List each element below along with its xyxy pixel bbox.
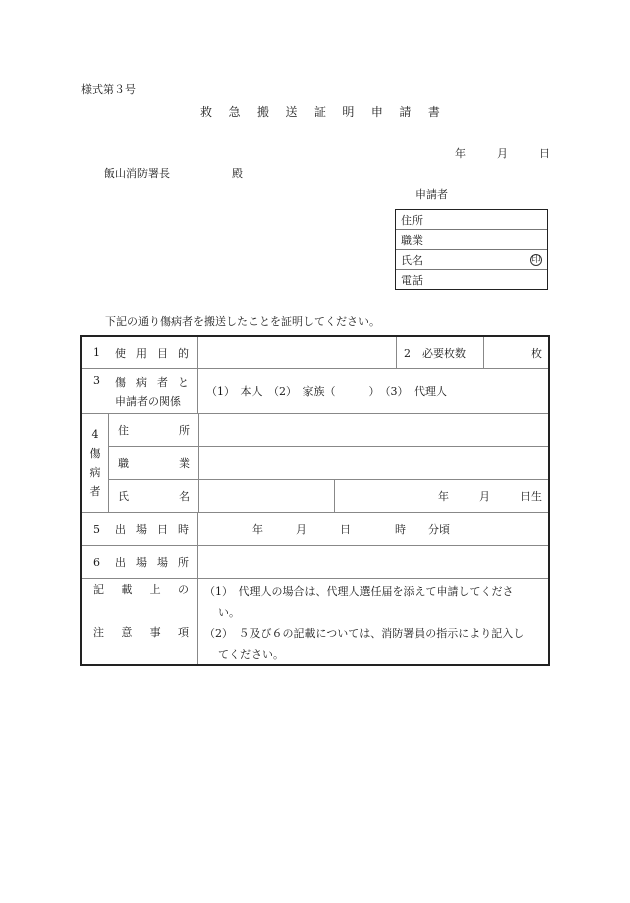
label-line2: 申請者の関係 <box>115 394 181 408</box>
row-dispatch-location <box>82 546 548 579</box>
copies-label: 2 必要枚数 <box>397 337 484 368</box>
dispatch-location-input[interactable] <box>198 546 548 578</box>
note-item-2-cont: てください。 <box>218 648 284 661</box>
title-char: 明 <box>342 105 355 119</box>
applicant-address-label: 住所 <box>401 213 423 227</box>
label-char: 日 <box>157 523 168 536</box>
patient-side-label <box>82 414 109 512</box>
label-char: 者 <box>89 485 101 498</box>
dispatch-location-label <box>82 546 198 578</box>
label-char: 時 <box>178 523 189 536</box>
label-char: 上 <box>149 583 161 596</box>
dispatch-datetime-input[interactable]: 年 月 日 時 分頃 <box>252 523 450 536</box>
certificate-table <box>80 335 550 666</box>
applicant-address-field[interactable] <box>396 210 547 230</box>
label-char: 職 <box>118 457 129 470</box>
applicant-phone-label: 電話 <box>401 273 423 287</box>
label-char: 出 <box>115 556 126 569</box>
applicant-label: 申請者 <box>415 188 448 201</box>
form-number: 様式第３号 <box>81 83 136 96</box>
relationship-label <box>82 369 198 413</box>
patient-name-label <box>109 480 199 512</box>
label-char: 的 <box>178 346 189 360</box>
year-label: 年 <box>455 147 466 160</box>
applicant-occupation-label: 職業 <box>401 233 423 247</box>
row-number: 5 <box>93 522 100 536</box>
label-char: 使 <box>115 346 126 360</box>
title-char: 証 <box>313 105 326 119</box>
row-notes <box>82 579 548 664</box>
patient-occupation-row <box>109 447 548 480</box>
seal-icon: 印 <box>531 254 541 265</box>
label-char: の <box>177 583 189 596</box>
birth-month-label: 月 <box>479 490 490 503</box>
addressee: 飯山消防署長 <box>104 167 170 180</box>
applicant-occupation-field[interactable] <box>396 230 547 250</box>
patient-birthdate-input[interactable] <box>335 480 548 512</box>
row-number: 4 <box>91 428 99 441</box>
intro-text: 下記の通り傷病者を搬送したことを証明してください。 <box>105 315 380 328</box>
applicant-name-label: 氏名 <box>401 253 423 267</box>
title-char: 書 <box>427 105 440 119</box>
label-char: 用 <box>136 346 147 360</box>
label-char: 場 <box>136 523 147 536</box>
label-char: 名 <box>179 490 190 503</box>
note-item-1-cont: い。 <box>218 606 240 619</box>
label-char: 氏 <box>118 490 129 503</box>
patient-address-row <box>109 414 548 447</box>
patient-address-label <box>109 414 199 446</box>
label-char: 意 <box>121 625 133 639</box>
label-char: 病 <box>89 466 101 479</box>
label-char: 項 <box>177 625 189 639</box>
addressee-honorific: 殿 <box>232 167 243 180</box>
date-field[interactable] <box>455 147 550 161</box>
note-item-1: （1） 代理人の場合は、代理人選任届を添えて申請してくださ <box>204 585 514 598</box>
label-char: 目 <box>157 346 168 360</box>
title-char: 申 <box>370 105 383 119</box>
copies-input[interactable] <box>484 337 548 368</box>
label-char: 業 <box>179 457 190 470</box>
dispatch-datetime-label <box>82 513 198 545</box>
note-item-2: （2） ５及び６の記載については、消防署員の指示により記入し <box>204 627 525 640</box>
month-label: 月 <box>497 147 508 160</box>
title-char: 送 <box>285 105 298 119</box>
label-char: 病 <box>136 375 147 389</box>
label-char: 者 <box>157 375 168 389</box>
patient-address-input[interactable] <box>199 414 548 446</box>
patient-occupation-label <box>109 447 199 479</box>
document-title <box>200 103 440 120</box>
patient-name-input[interactable] <box>199 480 335 512</box>
row-relationship <box>82 369 548 414</box>
label-char: 注 <box>93 625 104 639</box>
label-char: 出 <box>115 523 126 536</box>
patient-occupation-input[interactable] <box>199 447 548 479</box>
purpose-label <box>82 337 198 368</box>
row-number: 1 <box>93 346 100 359</box>
notes-label <box>82 579 198 664</box>
copies-unit: 枚 <box>531 346 542 360</box>
label-char: 事 <box>149 625 161 639</box>
title-char: 請 <box>399 105 412 119</box>
relationship-options[interactable]: （1） 本人 （2） 家族（ ） （3） 代理人 <box>206 385 447 398</box>
birth-year-label: 年 <box>438 490 449 503</box>
row-dispatch-datetime <box>82 513 548 546</box>
label-char: 傷 <box>115 375 126 389</box>
label-char: 記 <box>93 583 104 596</box>
applicant-name-field[interactable] <box>396 250 547 270</box>
applicant-box <box>395 209 548 290</box>
label-char: 傷 <box>89 447 101 460</box>
label-char: 場 <box>157 556 168 569</box>
label-char: 所 <box>179 424 190 437</box>
row-number: 6 <box>93 555 100 569</box>
row-purpose <box>82 337 548 369</box>
row-number: 3 <box>93 373 100 387</box>
day-label: 日 <box>539 147 550 160</box>
row-patient <box>82 414 548 513</box>
applicant-phone-field[interactable] <box>396 270 547 289</box>
label-char: 所 <box>178 556 189 569</box>
label-char: 載 <box>121 583 133 596</box>
patient-name-row <box>109 480 548 512</box>
label-char: 場 <box>136 556 147 569</box>
title-char: 急 <box>228 105 241 119</box>
notes-content <box>198 579 548 664</box>
label-char: 住 <box>118 424 129 437</box>
label-char: と <box>178 375 189 389</box>
purpose-input[interactable] <box>198 337 397 368</box>
title-char: 搬 <box>256 105 269 119</box>
title-char: 救 <box>200 105 213 119</box>
birth-day-label: 日生 <box>520 490 542 503</box>
